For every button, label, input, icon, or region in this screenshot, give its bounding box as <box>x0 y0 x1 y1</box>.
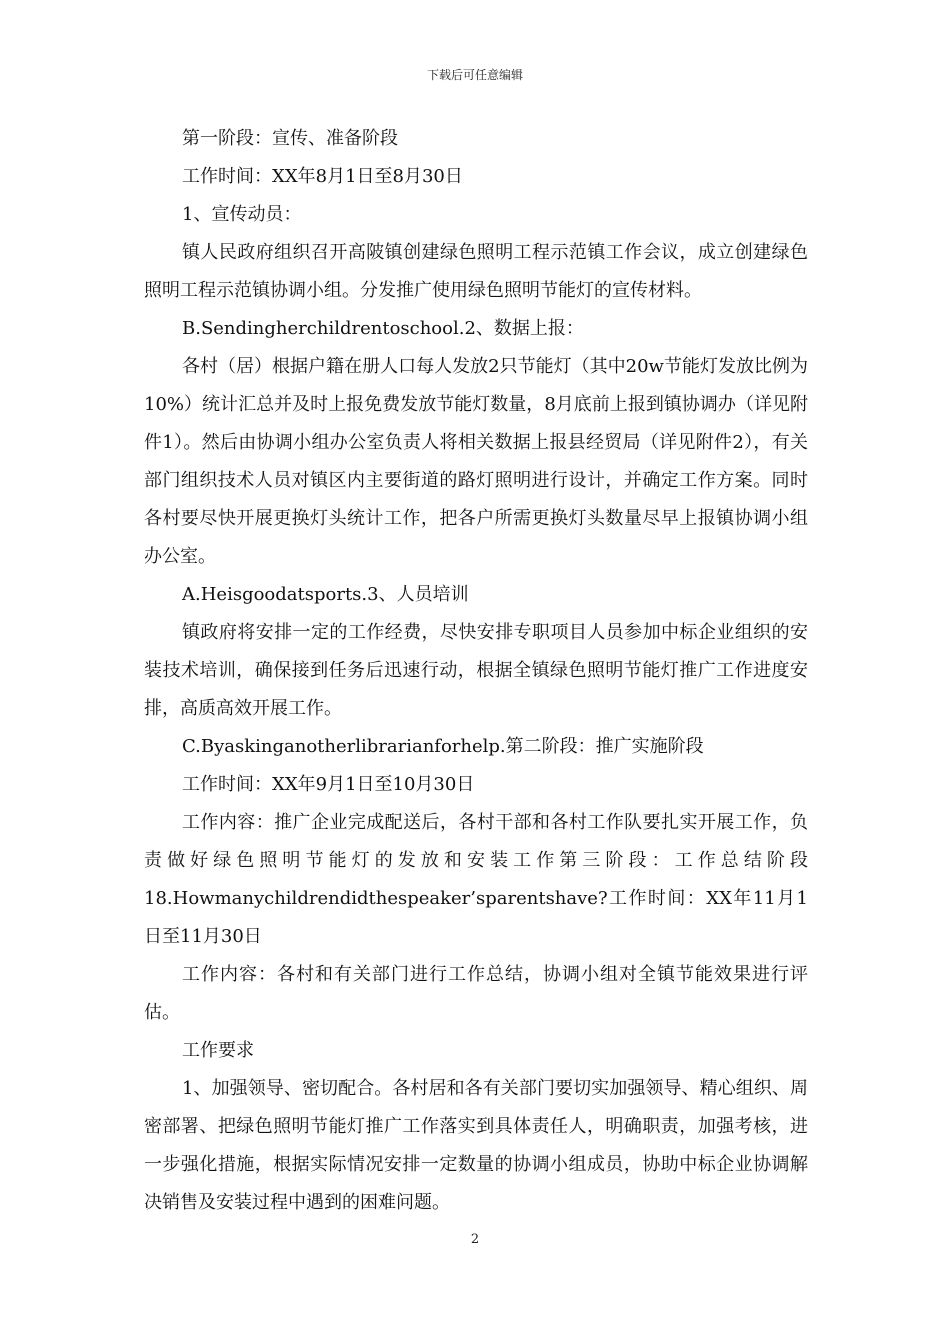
paragraph-stage-two-time: 工作时间：XX年9月1日至10月30日 <box>182 774 475 795</box>
paragraph-requirement-one: 1、加强领导、密切配合。各村居和各有关部门要切实加强领导、精心组织、周密部署、把绿色照明节能灯推广工作落实到具体责任人，明确职责，加强考核，进一步强化措施，根据实际情况安排一定数量的协调小组成员，协助中标企业协调解决销售及安装过程中遇到的困难问题。 <box>144 1078 808 1213</box>
paragraph-training-body: 镇政府将安排一定的工作经费，尽快安排专职项目人员参加中标企业组织的安装技术培训，确保接到任务后迅速行动，根据全镇绿色照明节能灯推广工作进度安排，高质高效开展工作。 <box>144 622 808 719</box>
paragraph-stage-one-time: 工作时间：XX年8月1日至8月30日 <box>182 166 463 187</box>
page-number: 2 <box>470 1232 480 1247</box>
paragraph-data-report-body: 各村（居）根据户籍在册人口每人发放2只节能灯（其中20w节能灯发放比例为10%）统计汇总并及时上报免费发放节能灯数量，8月底前上报到镇协调办（详见附件1）。然后由协调小组办公室负责人将相关数据上报县经贸局（详见附件2），有关部门组织技术人员对镇区内主要街道的路灯照明进行设计，并确定工作方案。同时各村要尽快开展更换灯头统计工作，把各户所需更换灯头数量尽早上报镇协调小组办公室。 <box>144 356 808 567</box>
paragraph-stage-three-content: 工作内容：各村和有关部门进行工作总结，协调小组对全镇节能效果进行评估。 <box>144 964 808 1023</box>
paragraph-publicity-heading: 1、宣传动员： <box>182 204 302 225</box>
paragraph-stage-two-content: 工作内容：推广企业完成配送后，各村干部和各村工作队要扎实开展工作，负责做好绿色照明节能灯的发放和安装工作第三阶段：工作总结阶段18.Howmanychildrendidthespeaker’sparentshave?工作时间：XX年11月1日至11月30日 <box>144 812 808 947</box>
page-header: 下载后可任意编辑 <box>426 68 523 82</box>
paragraph-publicity-body: 镇人民政府组织召开高陂镇创建绿色照明工程示范镇工作会议，成立创建绿色照明工程示范镇协调小组。分发推广使用绿色照明节能灯的宣传材料。 <box>144 242 808 301</box>
paragraph-data-report-heading: B.Sendingherchildrentoschool.2、数据上报： <box>182 318 584 339</box>
paragraph-stage-two-title: C.Byaskinganotherlibrarianforhelp.第二阶段：推广实施阶段 <box>182 736 704 757</box>
document-body <box>144 120 808 1222</box>
paragraph-training-heading: A.Heisgoodatsports.3、人员培训 <box>182 584 469 605</box>
paragraph-requirements-heading: 工作要求 <box>182 1040 254 1061</box>
paragraph-stage-one-title: 第一阶段：宣传、准备阶段 <box>182 128 398 149</box>
